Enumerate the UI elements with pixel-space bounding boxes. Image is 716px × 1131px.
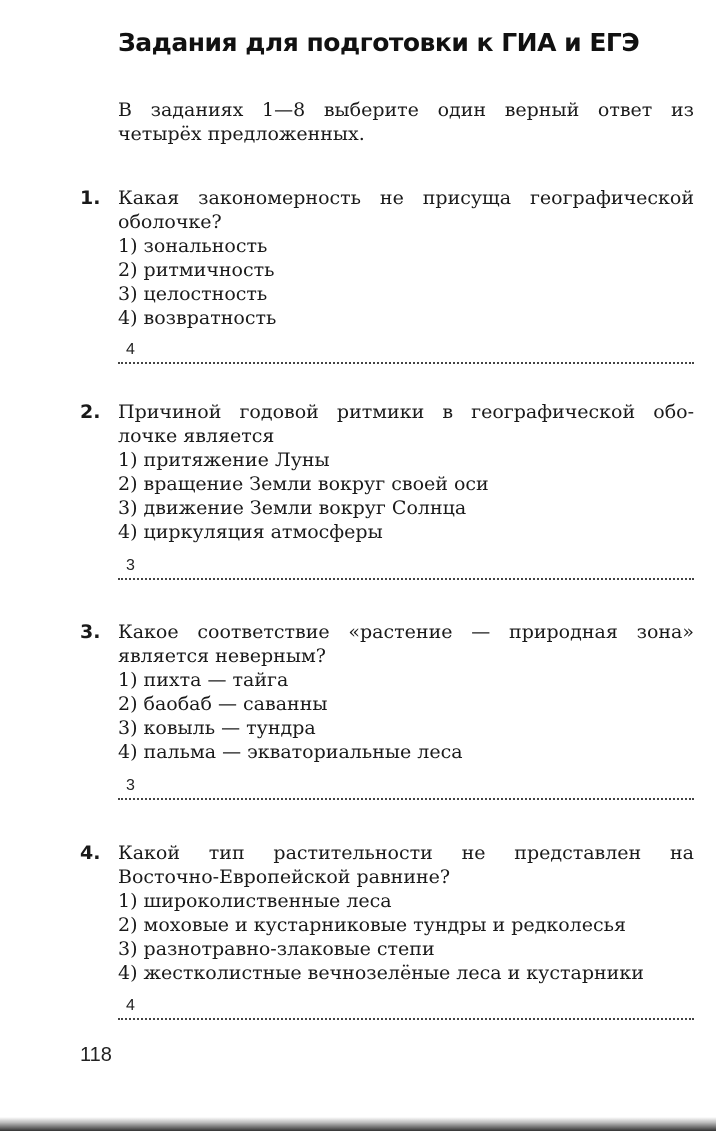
- question-stem-line-1: Какой тип растительности не представлен на: [118, 842, 694, 864]
- question-stem-line-2: Восточно-Европейской равнине?: [118, 866, 451, 888]
- question-4: [80, 841, 694, 985]
- answer-line-3[interactable]: [118, 776, 694, 800]
- section-title: Задания для подготовки к ГИА и ЕГЭ: [118, 28, 640, 57]
- option-3: 3) разнотравно-злаковые степи: [118, 938, 435, 960]
- instructions: [118, 98, 694, 146]
- answer-line-4[interactable]: [118, 996, 694, 1020]
- instructions-line-2: четырёх предложенных.: [118, 123, 365, 145]
- instructions-line-1: В заданиях 1—8 выберите один верный ответ из: [118, 99, 694, 121]
- question-stem-line-1: Причиной годовой ритмики в географической обо-: [118, 401, 694, 423]
- option-1: 1) пихта — тайга: [118, 669, 289, 691]
- question-2: [80, 400, 694, 544]
- option-2: 2) баобаб — саванны: [118, 693, 328, 715]
- question-stem-line-2: является неверным?: [118, 645, 326, 667]
- option-4: 4) циркуляция атмосферы: [118, 521, 383, 543]
- option-4: 4) возвратность: [118, 307, 277, 329]
- question-1: [80, 186, 694, 330]
- option-3: 3) целостность: [118, 283, 268, 305]
- question-stem-line-1: Какое соответствие «растение — природная зона»: [118, 621, 694, 643]
- answer-value: 4: [126, 997, 135, 1014]
- question-number: 2.: [80, 401, 101, 423]
- option-3: 3) ковыль — тундра: [118, 717, 316, 739]
- answer-line-2[interactable]: [118, 556, 694, 580]
- option-1: 1) притяжение Луны: [118, 449, 330, 471]
- answer-value: 3: [126, 557, 135, 574]
- option-1: 1) широколиственные леса: [118, 890, 392, 912]
- option-2: 2) ритмичность: [118, 259, 275, 281]
- option-2: 2) моховые и кустарниковые тундры и редколесья: [118, 914, 626, 936]
- question-stem-line-2: лочке является: [118, 425, 275, 447]
- page-number: 118: [80, 1044, 112, 1066]
- question-3: [80, 620, 694, 764]
- question-number: 4.: [80, 842, 101, 864]
- answer-value: 4: [126, 341, 135, 358]
- question-number: 3.: [80, 621, 101, 643]
- question-stem-line-2: оболочке?: [118, 211, 222, 233]
- scan-edge: [0, 1117, 716, 1131]
- option-4: 4) пальма — экваториальные леса: [118, 741, 463, 763]
- option-3: 3) движение Земли вокруг Солнца: [118, 497, 467, 519]
- option-1: 1) зональность: [118, 235, 268, 257]
- option-2: 2) вращение Земли вокруг своей оси: [118, 473, 489, 495]
- option-4: 4) жестколистные вечнозелёные леса и кустарники: [118, 962, 644, 984]
- question-number: 1.: [80, 187, 101, 209]
- question-stem-line-1: Какая закономерность не присуща географической: [118, 187, 694, 209]
- answer-value: 3: [126, 777, 135, 794]
- answer-line-1[interactable]: [118, 340, 694, 364]
